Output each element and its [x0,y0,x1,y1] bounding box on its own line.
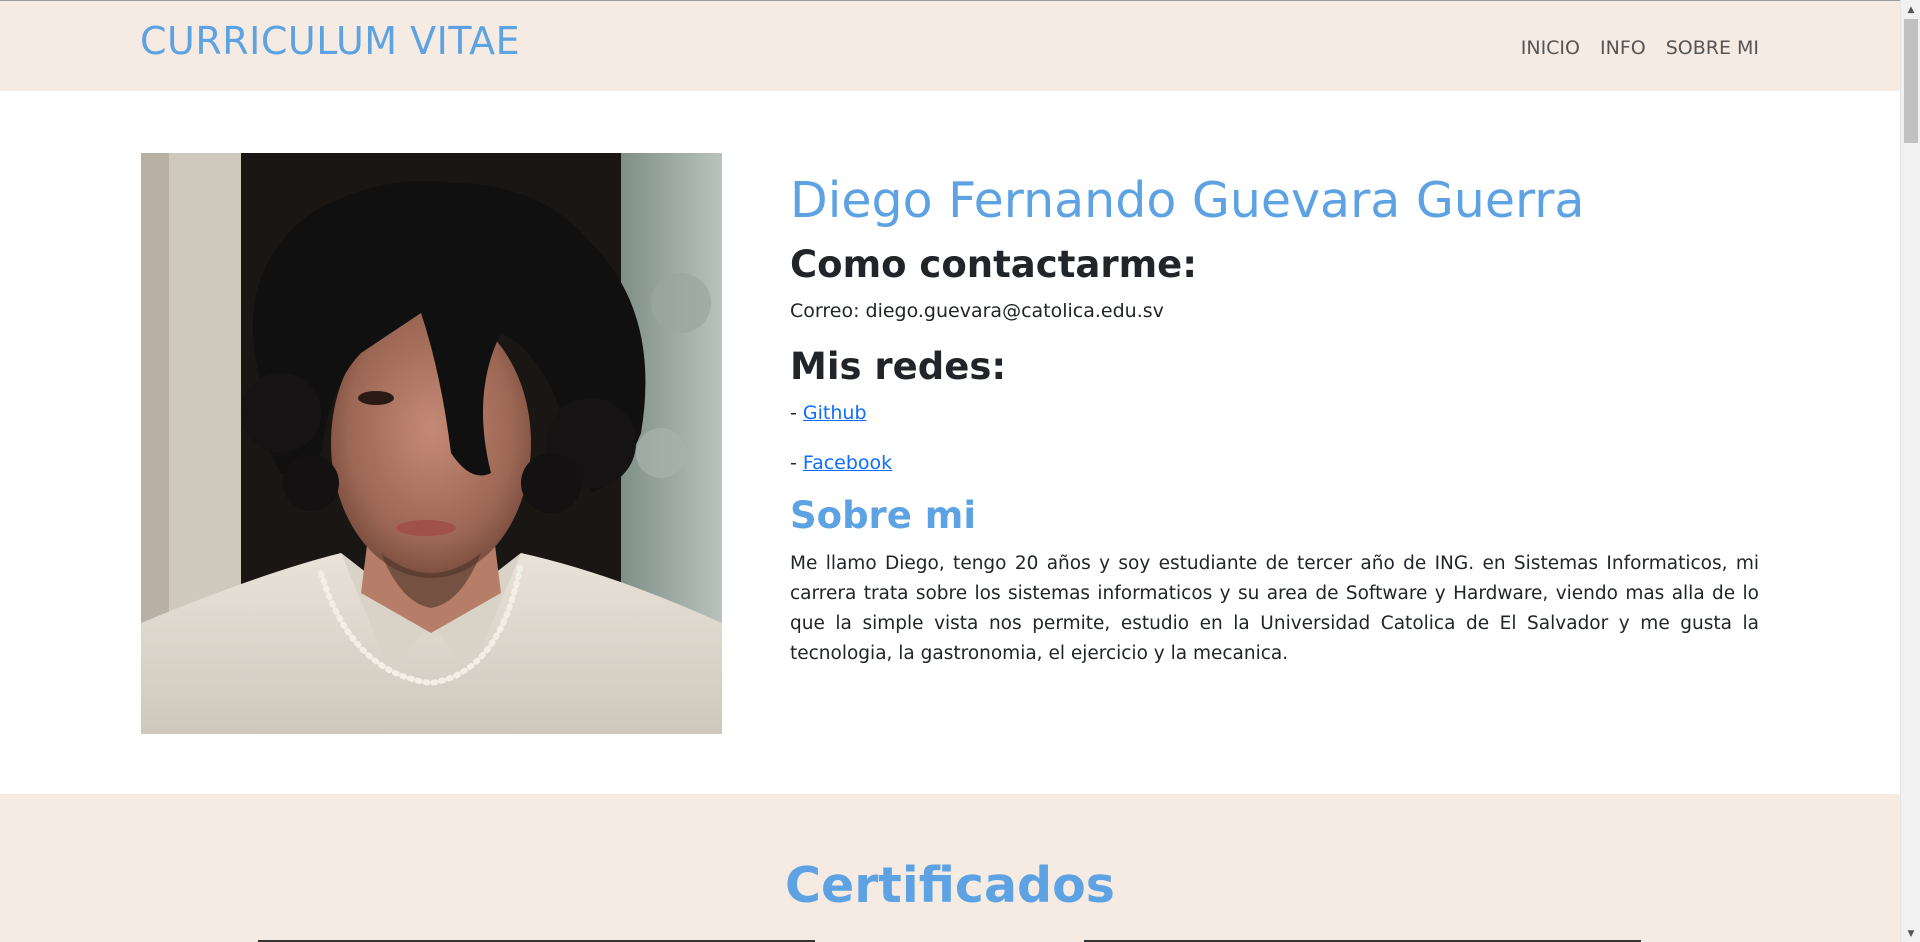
profile-photo [141,153,722,734]
network-item-github [790,402,1759,424]
scrollbar-thumb[interactable] [1904,19,1918,143]
email-line: Correo: diego.guevara@catolica.edu.sv [790,300,1164,322]
contact-heading: Como contactarme: [790,243,1198,286]
facebook-link[interactable]: Facebook [802,452,893,474]
certificates-section [0,794,1900,942]
chevron-down-icon[interactable]: ▼ [1907,928,1915,939]
network-prefix: - [790,402,803,424]
top-navbar [0,0,1900,91]
chevron-up-icon[interactable]: ▲ [1907,4,1915,15]
nav-link-info[interactable]: INFO [1600,37,1646,59]
profile-info [790,172,1759,669]
network-prefix: - [790,452,803,474]
about-text: Me llamo Diego, tengo 20 años y soy estudiante de tercer año de ING. en Sistemas Informaticos, mi carrera trata sobre los sistemas informaticos y su area de Software y Hardware, viendo mas alla de lo que la simple vista nos permite, estudio en la Universidad Catolica de El Salvador y me gusta la tecnologia, la gastronomia, el ejercicio y la mecanica. [790,553,1759,664]
brand-title[interactable]: CURRICULUM VITAE [140,19,521,63]
nav-link-inicio[interactable]: INICIO [1520,37,1580,59]
github-link[interactable]: Github [802,402,867,424]
certificates-title: Certificados [785,857,1115,914]
vertical-scrollbar[interactable] [1900,0,1920,942]
networks-heading: Mis redes: [790,345,1007,388]
about-heading: Sobre mi [790,494,977,537]
nav-links [1521,37,1759,59]
nav-link-sobre-mi[interactable]: SOBRE MI [1665,37,1759,59]
portrait-illustration [141,153,722,734]
profile-name: Diego Fernando Guevara Guerra [790,172,1585,229]
network-item-facebook [790,452,1759,474]
